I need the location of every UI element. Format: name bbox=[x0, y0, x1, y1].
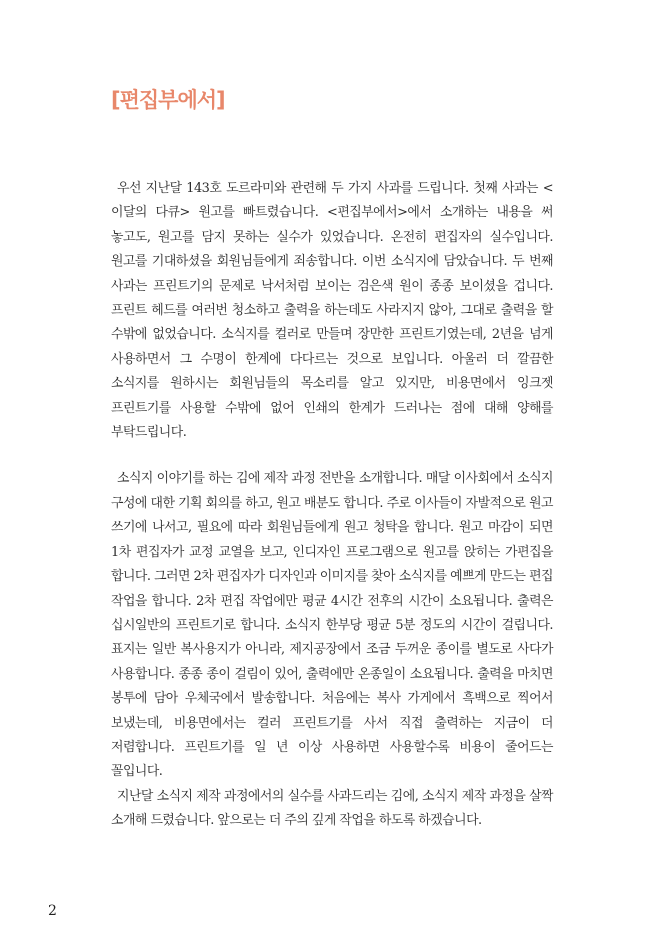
paragraph-closing: 지난달 소식지 제작 과정에서의 실수를 사과드리는 김에, 소식지 제작 과정을 살짝 소개해 드렸습니다. 앞으로는 더 주의 깊게 작업을 하도록 하겠습니다. bbox=[111, 788, 553, 829]
page-number: 2 bbox=[48, 903, 57, 919]
paragraph-apology: 우선 지난달 143호 도르라미와 관련해 두 가지 사과를 드립니다. 첫째 사과는 <이달의 다큐> 원고를 빠트렸습니다. <편집부에서>에서 소개하는 내용을 써 놓고도, 원고를 담지 못하는 실수가 있었습니다. 온전히 편집자의 실수입니다. 원고를 기대하셨을 회원님들에게 죄송합니다. 이번 소식지에 담았습니다. 두 번째 사과는 프린트기의 문제로 낙서처럼 보이는 검은색 원이 종종 보이셨을 겁니다. 프린트 헤드를 여러번 청소하고 출력을 하는데도 사라지지 않아, 그대로 출력을 할 수밖에 없었습니다. 소식지를 컬러로 만들며 장만한 프린트기였는데, 2년을 넘게 사용하면서 그 수명이 한계에 다다르는 것으로 보입니다. 아울러 더 깔끔한 소식지를 원하시는 회원님들의 목소리를 알고 있지만, 비용면에서 잉크젯 프린트기를 사용할 수밖에 없어 인쇄의 한계가 드러나는 점에 대해 양해를 부탁드립니다. bbox=[111, 181, 553, 441]
paragraph-production-process: 소식지 이야기를 하는 김에 제작 과정 전반을 소개합니다. 매달 이사회에서 소식지 구성에 대한 기획 회의를 하고, 원고 배분도 합니다. 주로 이사들이 자발적으로 원고 쓰기에 나서고, 필요에 따라 회원님들에게 원고 청탁을 합니다. 원고 마감이 되면 1차 편집자가 교정 교열을 보고, 인디자인 프로그램으로 원고를 앉히는 가편집을 합니다. 그러면 2차 편집자가 디자인과 이미지를 찾아 소식지를 예쁘게 만드는 편집 작업을 합니다. 2차 편집 작업에만 평균 4시간 전후의 시간이 소요됩니다. 출력은 십시일반의 프린트기로 합니다. 소식지 한부당 평균 5분 정도의 시간이 걸립니다. 표지는 일반 복사용지가 아니라, 제지공장에서 조금 두꺼운 종이를 별도로 사다가 사용합니다. 종종 종이 걸림이 있어, 출력에만 온종일이 소요됩니다. 출력을 마치면 봉투에 담아 우체국에서 발송합니다. 처음에는 복사 가게에서 흑백으로 찍어서 보냈는데, 비용면에서는 컬러 프린트기를 사서 직접 출력하는 지금이 더 저렴합니다. 프린트기를 일 년 이상 사용하면 사용할수록 비용이 줄어드는 꼴입니다. bbox=[111, 471, 553, 780]
article-body bbox=[111, 177, 553, 834]
section-heading: [편집부에서] bbox=[111, 88, 225, 112]
